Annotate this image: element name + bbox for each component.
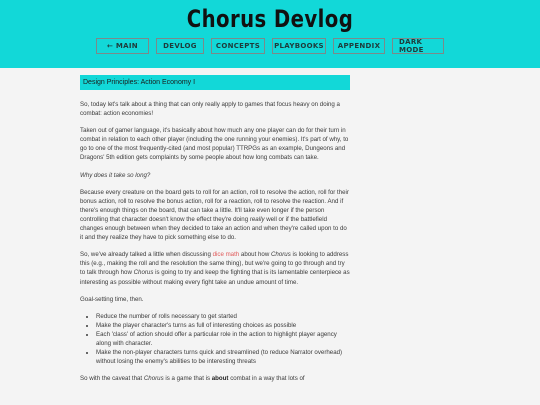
- paragraph-dice-math: So, we've already talked a little when discussing dice math about how Chorus is looking to address this (e.g., making the roll and the resolution the same thing), but we're going to go through and try to talk through how Chorus is going to try and keep the fighting that is its lamentable centerpiece as interesting as possible without making every fight take an undue amount of time.: [80, 251, 350, 286]
- nav-playbooks-button[interactable]: PLAYBOOKS: [272, 38, 326, 54]
- nav-concepts-button[interactable]: CONCEPTS: [211, 38, 265, 54]
- list-item: • Make the non-player characters turns quick and streamlined (to reduce Narrator overhead) without losing the enemy's abilities to be interesting threats: [96, 348, 350, 366]
- nav-devlog-button[interactable]: DEVLOG: [156, 38, 204, 54]
- paragraph-intro: So, today let's talk about a thing that can only really apply to games that focus heavy on doing a combat: action economies!: [80, 101, 340, 118]
- nav-appendix-button[interactable]: APPENDIX: [333, 38, 385, 54]
- post-article: [80, 75, 350, 391]
- list-item: • Each 'class' of action should offer a particular role in the action to highlight player agency along with character.: [96, 330, 350, 348]
- nav-main-button[interactable]: ← MAIN: [96, 38, 149, 54]
- paragraph-goals-intro: Goal-setting time, then.: [80, 295, 144, 303]
- paragraph-explanation: Because every creature on the board gets to roll for an action, roll to resolve the action, roll for their bonus action, roll to resolve the bonus action, roll for a reaction, roll to resolve the reaction. And if there's enough things on the board, that can take a little. It'll take even longer if the person controlling that character doesn't know the effect they're doing really well or if the battlefield changes enough between when they decided to take an action and when they're called upon to do it and they realize they have to pick something else to do.: [80, 188, 349, 242]
- dark-mode-button[interactable]: DARK MODE: [392, 38, 444, 54]
- question-text: Why does it take so long?: [80, 171, 151, 179]
- goals-list: [80, 312, 350, 367]
- site-title: Chorus Devlog: [186, 5, 354, 33]
- list-item: • Reduce the number of rolls necessary to get started: [96, 312, 350, 321]
- dice-math-link[interactable]: dice math: [212, 251, 240, 259]
- paragraph-caveat: So with the caveat that Chorus is a game that is about combat in a way that lots of: [80, 375, 305, 383]
- paragraph-definition: Taken out of gamer language, it's basically about how much any one player can do for their turn in combat in relation to each other player (including the one running your enemies). It's part of why, to go to one of the most frequently-cited (and most popular) TTRPGs as an example, Dungeons and Dragons' 5th edition gets complaints by some people about how long combats can take.: [80, 127, 349, 162]
- paragraph-question: [80, 171, 350, 180]
- site-header: [0, 0, 540, 68]
- list-item: • Make the player character's turns as full of interesting choices as possible: [96, 321, 350, 330]
- post-title: Design Principles: Action Economy I: [80, 75, 350, 90]
- main-nav: [0, 38, 540, 54]
